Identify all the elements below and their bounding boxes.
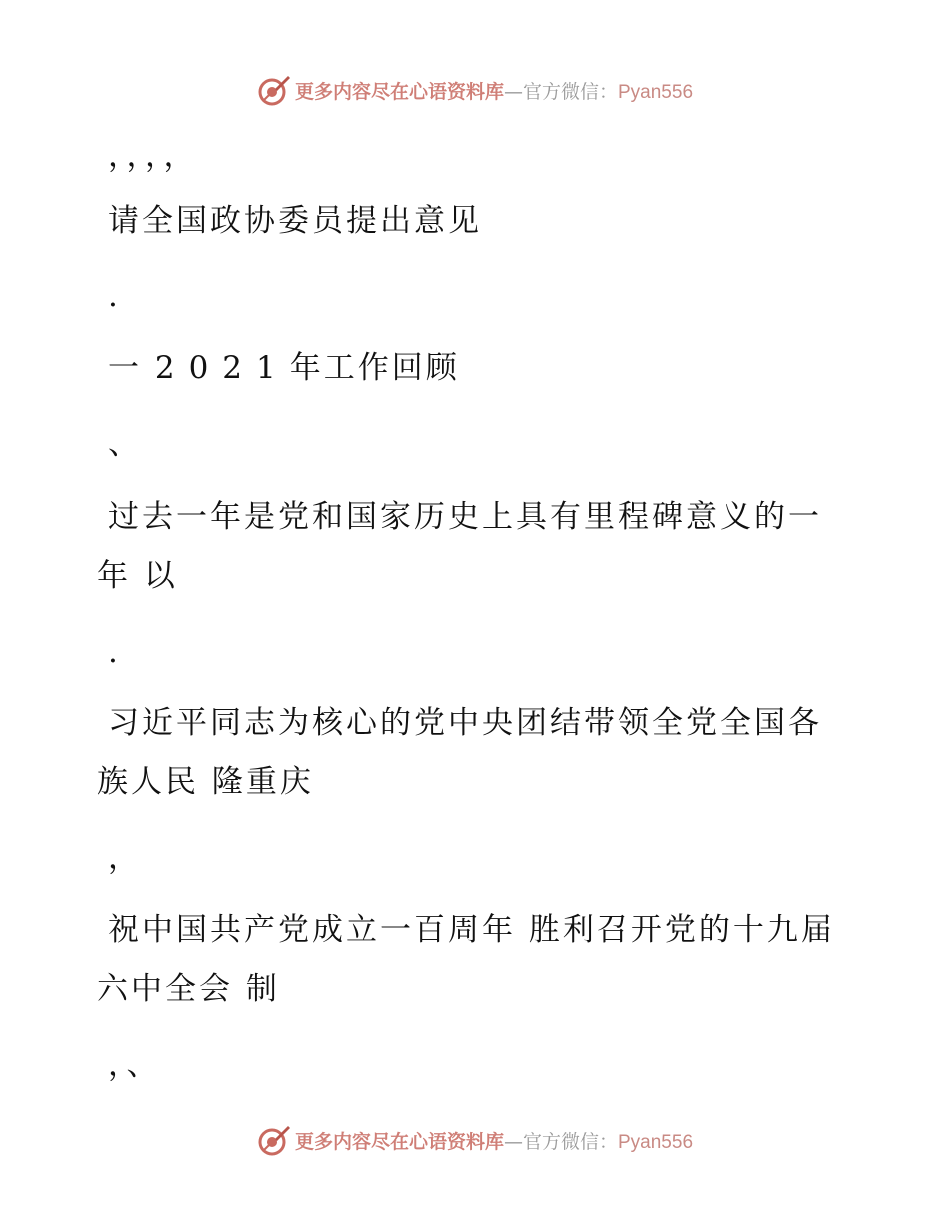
text-line-10: 族人民 隆重庆	[97, 764, 314, 800]
watermark-wechat-label: 官方微信：	[522, 80, 618, 103]
text-line-6: 过去一年是党和国家历史上具有里程碑意义的一	[108, 499, 822, 535]
pen-logo-icon	[257, 73, 291, 107]
text-line-9: 习近平同志为核心的党中央团结带领全党全国各	[108, 705, 822, 741]
watermark-text	[295, 1127, 693, 1154]
watermark-dash: —	[503, 1130, 523, 1153]
text-line-1: ，，，，	[108, 138, 198, 174]
watermark-wechat-id: Pyan556	[618, 81, 694, 103]
text-line-5: 、	[108, 426, 142, 462]
watermark-dash: —	[503, 80, 523, 103]
text-line-14: ，、	[108, 1047, 161, 1083]
text-line-4	[108, 338, 460, 398]
heading-year: 2021	[154, 350, 290, 386]
watermark-wechat-id: Pyan556	[618, 1131, 694, 1153]
text-line-11: ，	[108, 840, 142, 876]
text-line-7: 年 以	[97, 558, 178, 594]
footer-watermark	[0, 1120, 950, 1160]
header-watermark	[0, 70, 950, 110]
text-line-13: 六中全会 制	[97, 971, 280, 1007]
watermark-text	[295, 77, 693, 104]
watermark-wechat-label: 官方微信：	[522, 1130, 618, 1153]
text-line-12: 祝中国共产党成立一百周年 胜利召开党的十九届	[108, 912, 835, 948]
text-line-2: 请全国政协委员提出意见	[108, 203, 482, 239]
text-line-8: .	[108, 634, 121, 670]
watermark-main: 更多内容尽在心语资料库	[294, 1130, 504, 1153]
text-line-3: .	[108, 278, 121, 314]
pen-logo-icon	[257, 1123, 291, 1157]
heading-number: 一	[108, 350, 142, 386]
watermark-main: 更多内容尽在心语资料库	[294, 80, 504, 103]
heading-title: 年工作回顾	[289, 350, 460, 386]
